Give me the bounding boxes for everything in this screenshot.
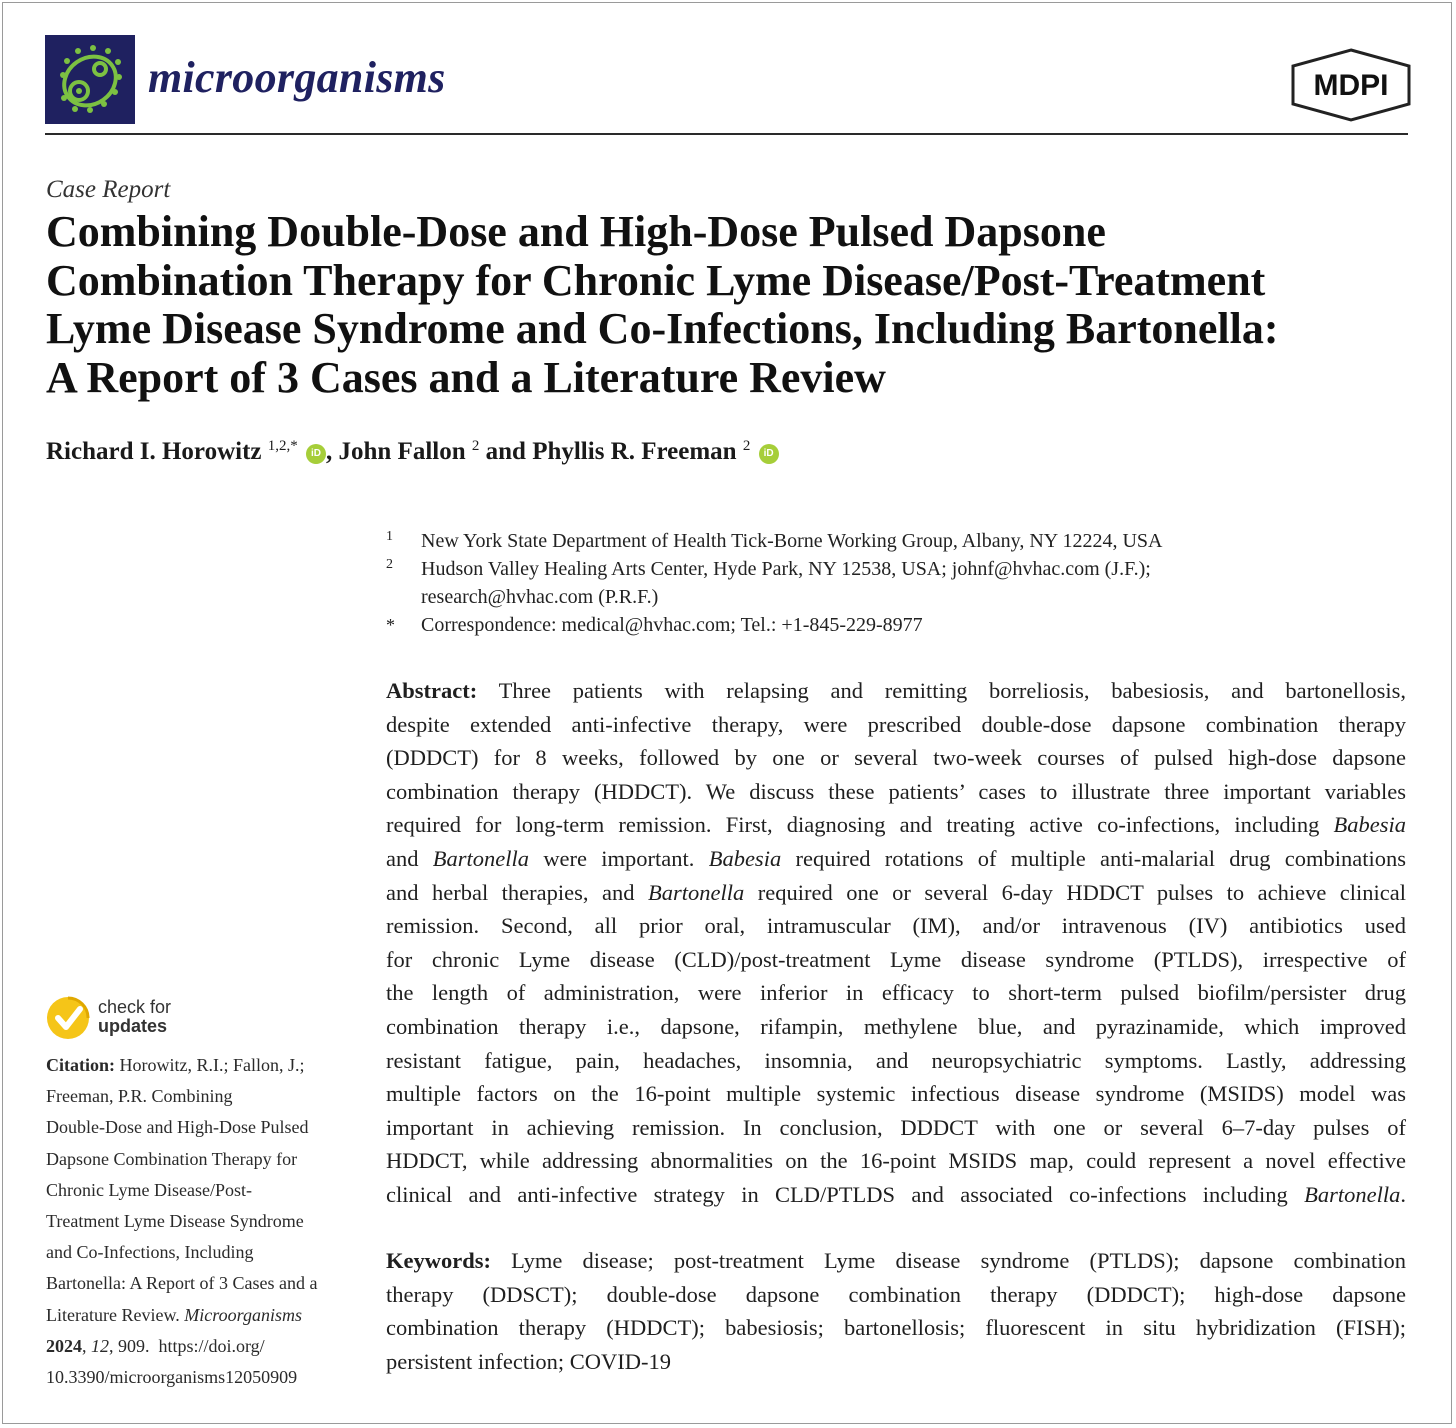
orcid-icon[interactable]: iD bbox=[306, 444, 326, 464]
abstract-text: required rotations of multiple anti-malarial drug combinations bbox=[795, 845, 1407, 871]
citation-pages: 909. bbox=[118, 1335, 150, 1356]
citation-line: and Co-Infections, Including bbox=[46, 1242, 254, 1263]
orcid-icon[interactable]: iD bbox=[759, 444, 779, 464]
citation-box bbox=[46, 1050, 356, 1393]
abstract-line: HDDCT, while addressing abnormalities on the 16-point MSIDS map, could represent a novel effective bbox=[386, 1148, 1406, 1174]
check-for-updates-button[interactable] bbox=[46, 996, 246, 1042]
affiliation-mark: * bbox=[386, 615, 395, 635]
abstract-line: resistant fatigue, pain, headaches, insomnia, and neuropsychiatric symptoms. Lastly, addressing bbox=[386, 1047, 1406, 1073]
abstract-line bbox=[386, 808, 1406, 842]
affiliation-mark: 1 bbox=[386, 529, 393, 544]
abstract-line bbox=[386, 842, 1406, 876]
header-rule bbox=[45, 133, 1408, 135]
doi-link[interactable]: 10.3390/microorganisms12050909 bbox=[46, 1367, 298, 1388]
article-title bbox=[46, 208, 1426, 402]
affiliation-item bbox=[383, 527, 1383, 555]
author-separator: and bbox=[479, 438, 533, 465]
abstract-italic: Bartonella bbox=[648, 879, 745, 905]
citation-line: Bartonella: A Report of 3 Cases and a bbox=[46, 1273, 318, 1294]
author-affiliation: 2 bbox=[742, 438, 751, 454]
citation-line bbox=[46, 1050, 356, 1081]
correspondence-text: Correspondence: medical@hvhac.com; Tel.: +1-845-229-8977 bbox=[421, 614, 923, 636]
citation-line: Double-Dose and High-Dose Pulsed bbox=[46, 1117, 309, 1138]
abstract-text: . bbox=[1400, 1181, 1406, 1207]
affiliation-text: Hudson Valley Healing Arts Center, Hyde Park, NY 12538, USA; johnf@hvhac.com (J.F.); bbox=[421, 558, 1151, 580]
affiliations bbox=[383, 527, 1383, 639]
citation-volume: 12 bbox=[91, 1335, 109, 1356]
affiliation-mark: 2 bbox=[386, 557, 393, 572]
abstract-text: were important. bbox=[543, 845, 695, 871]
abstract-text: required for long-term remission. First, diagnosing and treating active co-infections, including bbox=[386, 812, 1320, 838]
abstract-line: for chronic Lyme disease (CLD)/post-treatment Lyme disease syndrome (PTLDS), irrespective of bbox=[386, 946, 1406, 972]
affiliation-text: research@hvhac.com (P.R.F.) bbox=[421, 586, 659, 608]
abstract-line: (DDDCT) for 8 weeks, followed by one or several two-week courses of pulsed high-dose dapsone bbox=[386, 745, 1406, 771]
affiliation-item bbox=[383, 611, 1383, 639]
author-affiliation: 2 bbox=[471, 438, 480, 454]
abstract-line: remission. Second, all prior oral, intramuscular (IM), and/or intravenous (IV) antibiotics used bbox=[386, 913, 1406, 939]
doi-link[interactable]: https://doi.org/ bbox=[158, 1335, 265, 1356]
citation-line: Dapsone Combination Therapy for bbox=[46, 1148, 298, 1169]
keywords-line: therapy (DDSCT); double-dose dapsone combination therapy (DDDCT); high-dose dapsone bbox=[386, 1281, 1406, 1307]
citation-text: Literature Review. bbox=[46, 1304, 180, 1325]
updates-line: check for bbox=[98, 997, 172, 1017]
abstract-line: multiple factors on the 16-point multiple systemic infectious disease syndrome (MSIDS) model was bbox=[386, 1081, 1406, 1107]
citation-label: Citation: bbox=[46, 1055, 115, 1075]
journal-name: microorganisms bbox=[148, 53, 446, 102]
updates-line: updates bbox=[98, 1016, 168, 1036]
title-line: Combination Therapy for Chronic Lyme Disease/Post-Treatment bbox=[46, 255, 1266, 305]
title-line: Lyme Disease Syndrome and Co-Infections, Including Bartonella: bbox=[46, 304, 1279, 353]
publisher-name: MDPI bbox=[1313, 69, 1389, 102]
abstract-label: Abstract: bbox=[386, 678, 478, 703]
abstract-text: clinical and anti-infective strategy in CLD/PTLDS and associated co-infections including bbox=[386, 1181, 1288, 1207]
article-type: Case Report bbox=[46, 176, 171, 203]
abstract-text: and herbal therapies, and bbox=[386, 879, 635, 905]
abstract-line: despite extended anti-infective therapy, were prescribed double-dose dapsone combination therapy bbox=[386, 711, 1406, 737]
abstract-line: the length of administration, were inferior in efficacy to short-term pulsed biofilm/persister drug bbox=[386, 980, 1406, 1006]
abstract-line: combination therapy (HDDCT). We discuss these patients’ cases to illustrate three important variables bbox=[386, 778, 1406, 804]
abstract-line bbox=[386, 1178, 1406, 1212]
abstract bbox=[386, 674, 1406, 1212]
abstract-text: Three patients with relapsing and remitting borreliosis, babesiosis, and bartonellosis, bbox=[498, 678, 1407, 703]
abstract-text: and bbox=[386, 845, 419, 871]
abstract-line bbox=[386, 674, 1406, 708]
citation-line: Chronic Lyme Disease/Post- bbox=[46, 1179, 252, 1200]
title-line: A Report of 3 Cases and a Literature Review bbox=[46, 352, 886, 402]
keywords-line bbox=[386, 1244, 1406, 1278]
affiliation-text: New York State Department of Health Tick-Borne Working Group, Albany, NY 12224, USA bbox=[421, 530, 1163, 552]
abstract-line: combination therapy i.e., dapsone, rifampin, methylene blue, and pyrazinamide, which improved bbox=[386, 1013, 1406, 1039]
check-updates-text bbox=[98, 998, 171, 1036]
abstract-line bbox=[386, 876, 1406, 910]
citation-line: 2024, 12, 909. https://doi.org/ bbox=[46, 1335, 265, 1356]
check-updates-icon bbox=[46, 996, 90, 1040]
keywords-line: combination therapy (HDDCT); babesiosis; bartonellosis; fluorescent in situ hybridization (FISH); bbox=[386, 1315, 1406, 1341]
affiliation-item bbox=[383, 555, 1383, 611]
citation-journal: Microorganisms bbox=[184, 1304, 302, 1325]
citation-line: Freeman, P.R. Combining bbox=[46, 1086, 233, 1107]
citation-line bbox=[46, 1300, 356, 1331]
abstract-italic: Babesia bbox=[708, 845, 782, 871]
author-name[interactable]: Richard I. Horowitz bbox=[46, 438, 262, 465]
abstract-italic: Bartonella bbox=[1304, 1181, 1401, 1207]
author-list bbox=[46, 438, 779, 466]
journal-logo-icon bbox=[45, 35, 135, 124]
author-name[interactable]: Phyllis R. Freeman bbox=[532, 438, 737, 465]
publisher-logo bbox=[1290, 48, 1412, 122]
keywords-line: persistent infection; COVID-19 bbox=[386, 1348, 671, 1374]
keywords-text: Lyme disease; post-treatment Lyme disease syndrome (PTLDS); dapsone combination bbox=[511, 1248, 1406, 1273]
microbe-icon bbox=[45, 35, 135, 124]
citation-text: Horowitz, R.I.; Fallon, J.; bbox=[119, 1055, 305, 1075]
title-line: Combining Double-Dose and High-Dose Pulsed Dapsone bbox=[46, 207, 1106, 256]
author-affiliation: 1,2,* bbox=[267, 438, 298, 454]
abstract-italic: Bartonella bbox=[432, 845, 530, 871]
keywords bbox=[386, 1244, 1406, 1378]
abstract-text: required one or several 6-day HDDCT pulses to achieve clinical bbox=[757, 879, 1407, 905]
author-separator: , bbox=[326, 438, 339, 465]
citation-year: 2024 bbox=[46, 1335, 82, 1356]
citation-line: Treatment Lyme Disease Syndrome bbox=[46, 1211, 304, 1232]
keywords-label: Keywords: bbox=[386, 1248, 491, 1273]
abstract-line: important in achieving remission. In conclusion, DDDCT with one or several 6–7-day pulses of bbox=[386, 1114, 1406, 1140]
author-name[interactable]: John Fallon bbox=[338, 438, 466, 465]
abstract-italic: Babesia bbox=[1333, 812, 1406, 838]
